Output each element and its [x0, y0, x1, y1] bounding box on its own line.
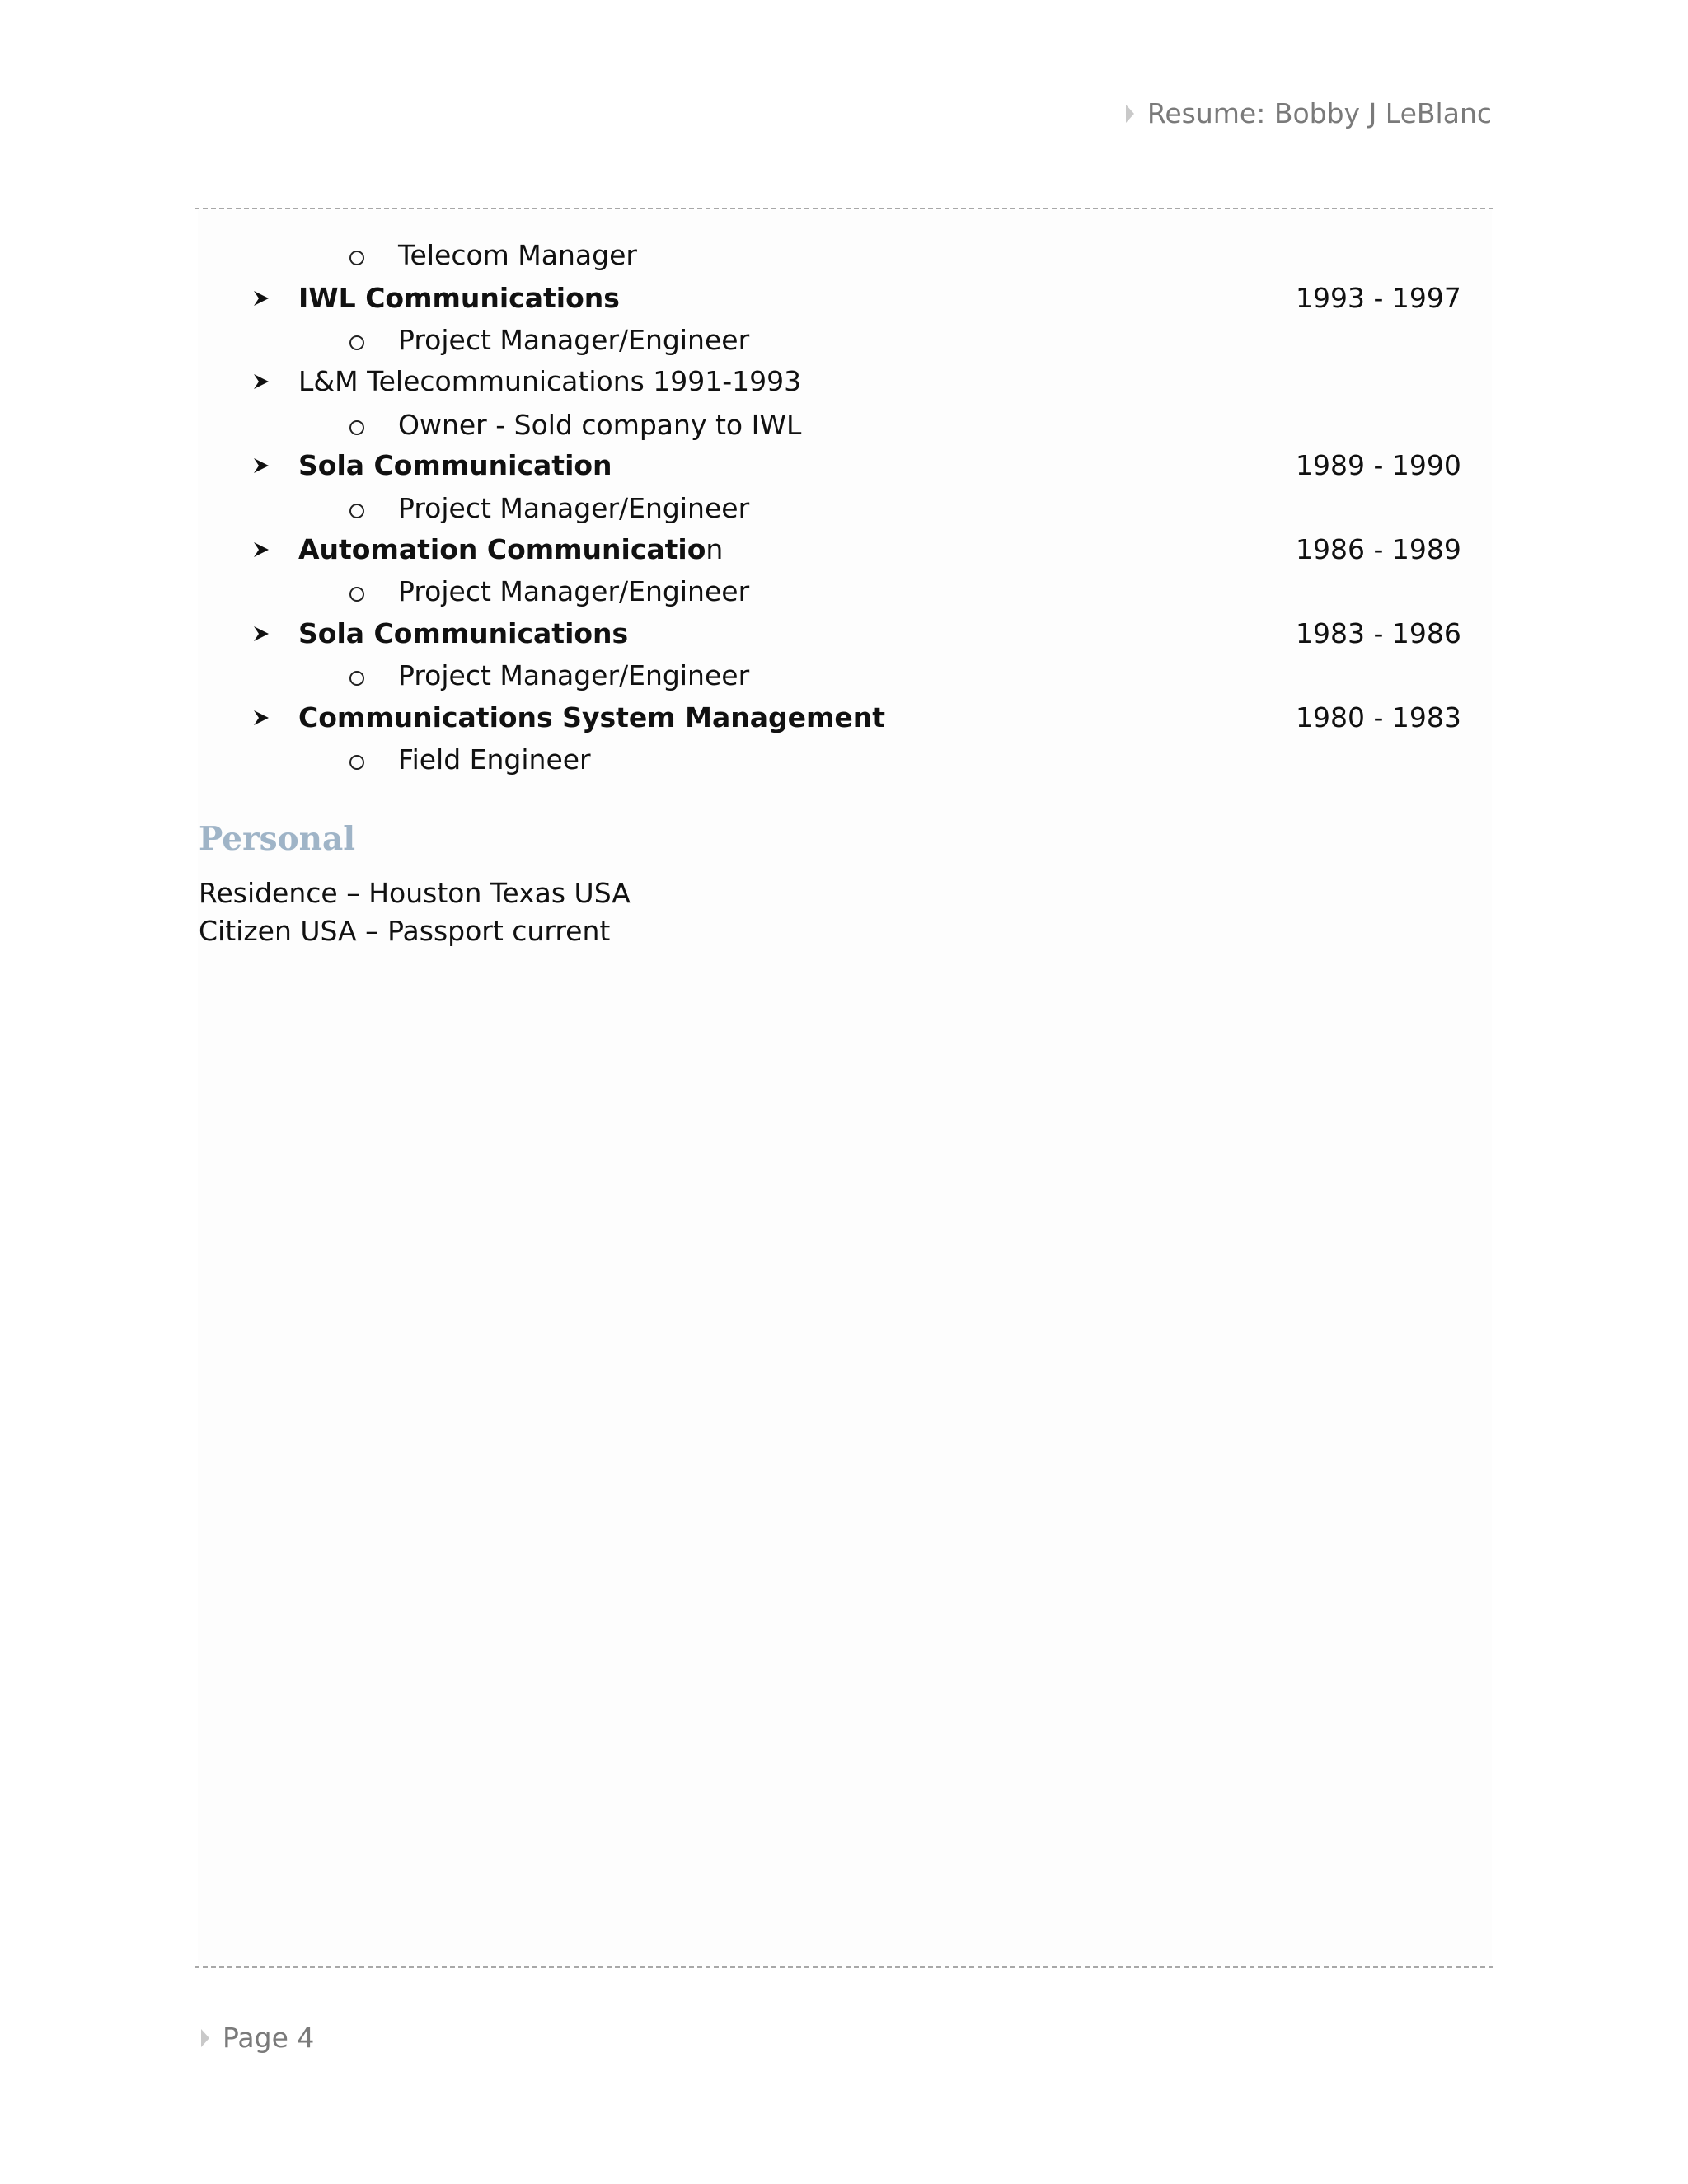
circle-bullet-icon [349, 755, 364, 770]
citizenship-text: Citizen USA – Passport current [199, 915, 611, 947]
page-footer [201, 2022, 314, 2054]
page-number: Page 4 [223, 2022, 315, 2054]
company-name-rest: n [706, 533, 724, 565]
triangle-bullet-icon [1126, 105, 1134, 123]
company-name-rest: L&M Telecommunications 1991-1993 [298, 365, 802, 397]
role-text: Field Engineer [398, 743, 591, 776]
residence-text: Residence – Houston Texas USA [199, 877, 631, 909]
role-text: Project Manager/Engineer [398, 659, 750, 691]
arrowhead-bullet-icon [251, 533, 271, 566]
company-name-bold: Communications System Management [298, 701, 886, 733]
triangle-bullet-icon [201, 2029, 209, 2047]
company-name-bold: Sola Communications [298, 617, 629, 649]
company-name [298, 365, 801, 398]
company-name-bold: Automation Communicatio [298, 533, 706, 565]
arrowhead-bullet-icon [251, 365, 271, 398]
company-name [298, 449, 612, 482]
circle-bullet-icon [349, 335, 364, 350]
arrowhead-bullet-icon [251, 449, 271, 482]
company-name [298, 282, 620, 315]
role-text: Owner - Sold company to IWL [398, 409, 802, 441]
role-text: Project Manager/Engineer [398, 575, 750, 607]
company-name-bold: Sola Communication [298, 449, 612, 481]
arrowhead-bullet-icon [251, 282, 271, 315]
company-name-bold: IWL Communications [298, 282, 620, 314]
role-text: Telecom Manager [398, 239, 637, 271]
footer-divider [195, 1966, 1493, 1968]
employment-years: 1980 - 1983 [1296, 701, 1461, 733]
employment-years: 1986 - 1989 [1296, 533, 1461, 565]
employment-years: 1983 - 1986 [1296, 617, 1461, 649]
employment-years: 1993 - 1997 [1296, 282, 1461, 314]
section-title-personal: Personal [199, 820, 356, 858]
arrowhead-bullet-icon [251, 617, 271, 650]
role-text: Project Manager/Engineer [398, 492, 750, 524]
running-header [1126, 97, 1492, 129]
header-divider [195, 208, 1493, 209]
header-title: Resume: Bobby J LeBlanc [1146, 97, 1492, 129]
role-text: Project Manager/Engineer [398, 324, 750, 356]
circle-bullet-icon [349, 251, 364, 265]
circle-bullet-icon [349, 587, 364, 602]
company-name [298, 617, 628, 650]
employment-years: 1989 - 1990 [1296, 449, 1461, 481]
arrowhead-bullet-icon [251, 701, 271, 734]
company-name [298, 701, 885, 734]
circle-bullet-icon [349, 671, 364, 686]
company-name [298, 533, 723, 566]
circle-bullet-icon [349, 504, 364, 518]
circle-bullet-icon [349, 420, 364, 435]
